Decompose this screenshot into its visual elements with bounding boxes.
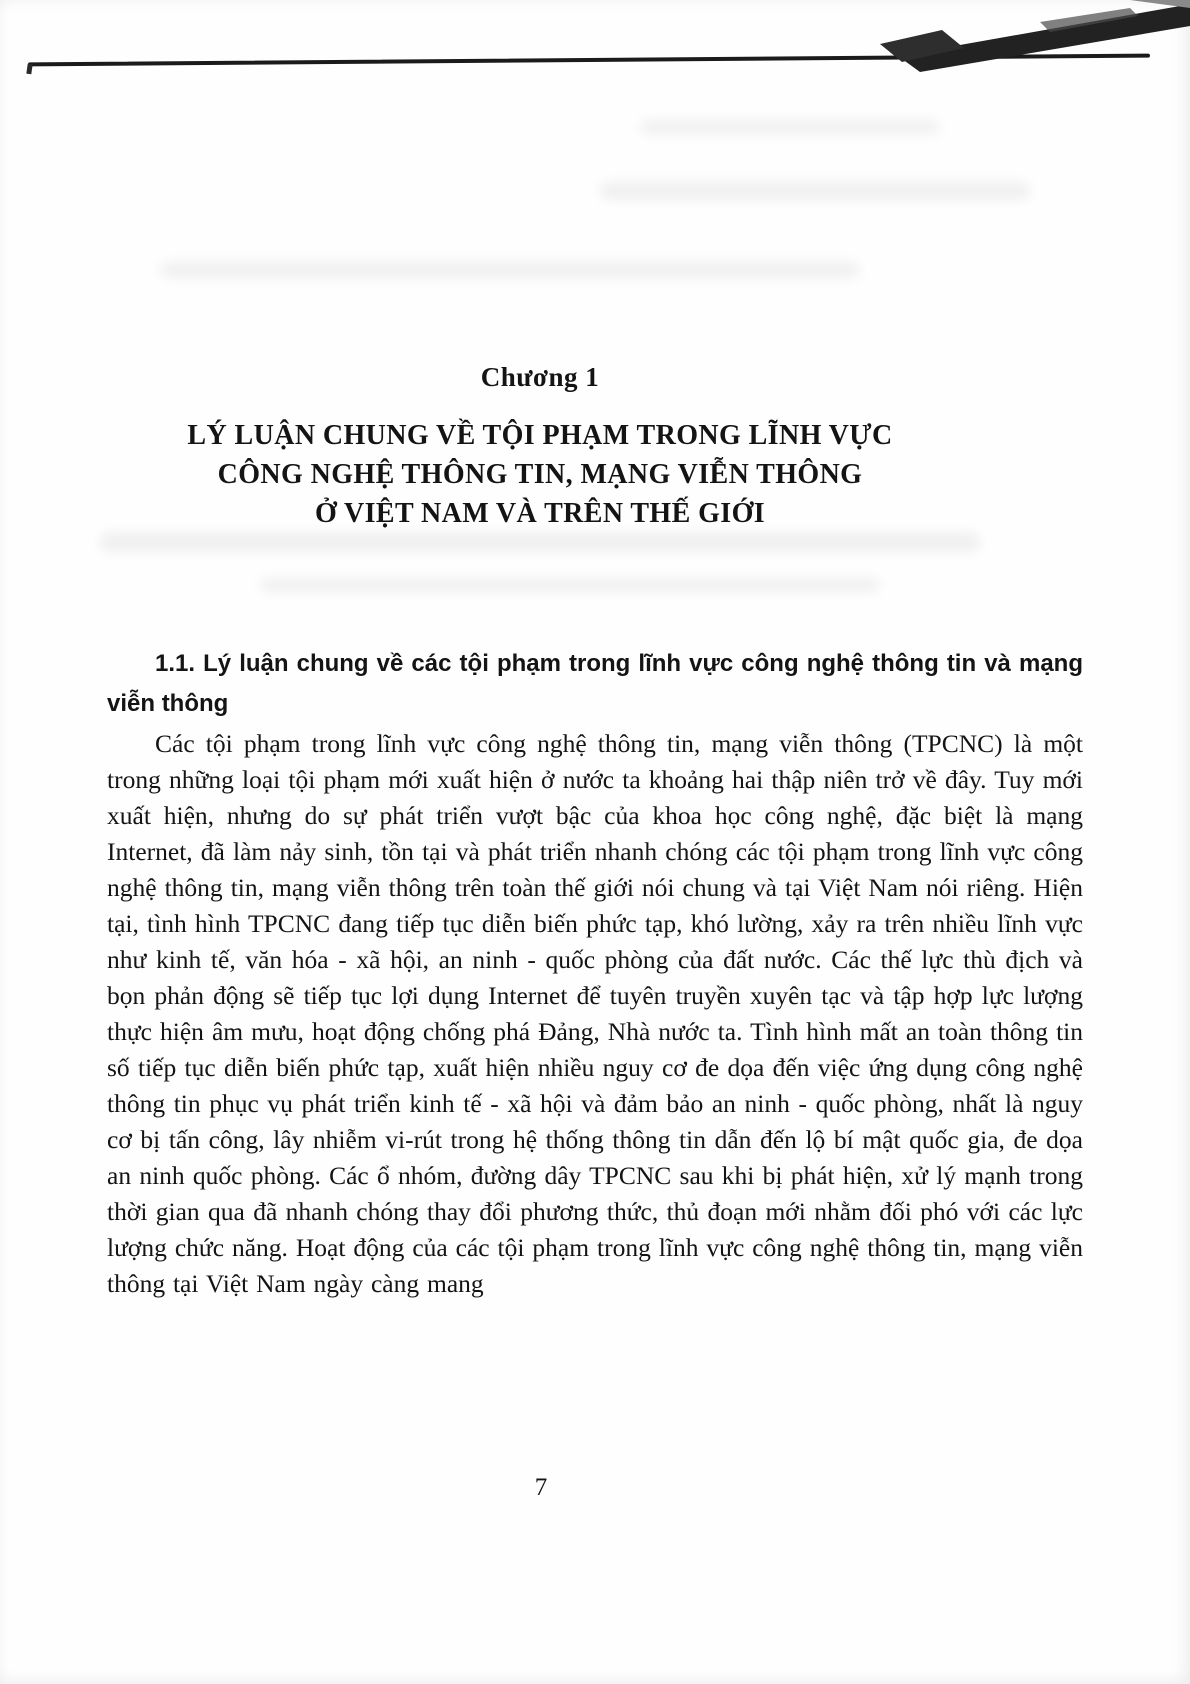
scan-bleedthrough-artifact	[160, 262, 860, 278]
page-title	[60, 416, 1020, 533]
chapter-heading: Chương 1	[480, 362, 600, 392]
scan-bleedthrough-artifact	[600, 182, 1030, 200]
section-heading: 1.1. Lý luận chung về các tội phạm trong lĩnh vực công nghệ thông tin và mạng viễn thông	[107, 650, 1083, 717]
scan-bleedthrough-artifact	[260, 578, 880, 592]
scan-bleedthrough-artifact	[640, 120, 940, 134]
page-title-line: LÝ LUẬN CHUNG VỀ TỘI PHẠM TRONG LĨNH VỰC	[187, 420, 893, 451]
page-number: 7	[534, 1474, 548, 1501]
scan-bleedthrough-artifact	[100, 532, 980, 552]
top-scan-rule-tick	[26, 64, 32, 75]
page-title-line: Ở VIỆT NAM VÀ TRÊN THẾ GIỚI	[314, 498, 766, 529]
corner-scan-artifact	[880, 0, 1190, 80]
page-title-line: CÔNG NGHỆ THÔNG TIN, MẠNG VIỄN THÔNG	[217, 459, 863, 490]
body-paragraph: Các tội phạm trong lĩnh vực công nghệ thông tin, mạng viễn thông (TPCNC) là một trong những loại tội phạm mới xuất hiện ở nước ta khoảng hai thập niên trở về đây. Tuy mới xuất hiện, nhưng do sự phát triển vượt bậc của khoa học công nghệ, đặc biệt là mạng Internet, đã làm nảy sinh, tồn tại và phát triển nhanh chóng các tội phạm trong lĩnh vực công nghệ thông tin, mạng viễn thông trên toàn thế giới nói chung và tại Việt Nam nói riêng. Hiện tại, tình hình TPCNC đang tiếp tục diễn biến phức tạp, khó lường, xảy ra trên nhiều lĩnh vực như kinh tế, văn hóa - xã hội, an ninh - quốc phòng của đất nước. Các thế lực thù địch và bọn phản động sẽ tiếp tục lợi dụng Internet để tuyên truyền xuyên tạc và tập hợp lực lượng thực hiện âm mưu, hoạt động chống phá Đảng, Nhà nước ta. Tình hình mất an toàn thông tin số tiếp tục diễn biến phức tạp, xuất hiện nhiều nguy cơ đe dọa đến việc ứng dụng công nghệ thông tin phục vụ phát triển kinh tế - xã hội và đảm bảo an ninh - quốc phòng, nhất là nguy cơ bị tấn công, lây nhiễm vi-rút trong hệ thống thông tin dẫn đến lộ bí mật quốc gia, đe dọa an ninh quốc phòng. Các ổ nhóm, đường dây TPCNC sau khi bị phát hiện, xử lý mạnh trong thời gian qua đã nhanh chóng thay đổi phương thức, thủ đoạn mới nhằm đối phó với các lực lượng chức năng. Hoạt động của các tội phạm trong lĩnh vực công nghệ thông tin, mạng viễn thông tại Việt Nam ngày càng mang	[107, 729, 1083, 1298]
